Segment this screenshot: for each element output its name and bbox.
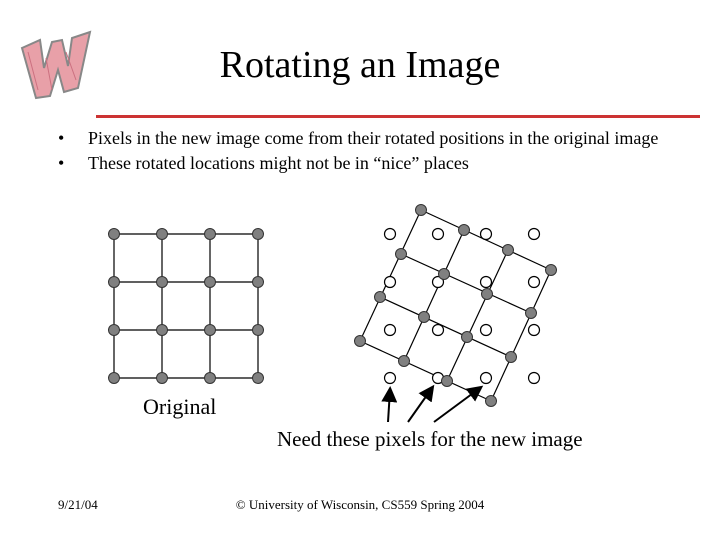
pointer-arrows [388,388,480,422]
slide-title: Rotating an Image [219,44,501,86]
bullet-text: Pixels in the new image come from their rotated positions in the original image [88,128,659,148]
bullet-dot-icon: • [58,128,65,148]
original-label: Original [143,394,217,419]
original-grid [114,234,258,378]
new-pixels-label: Need these pixels for the new image [277,427,583,451]
bullet-text: These rotated locations might not be in “nice” places [88,153,469,173]
original-grid-dots [109,229,264,384]
footer-copyright [0,497,720,513]
footer-copyright-text: © University of Wisconsin, CS559 Spring 2004 [235,497,485,512]
footer-date: 9/21/04 [58,497,98,512]
bullet-dot-icon: • [58,153,65,173]
